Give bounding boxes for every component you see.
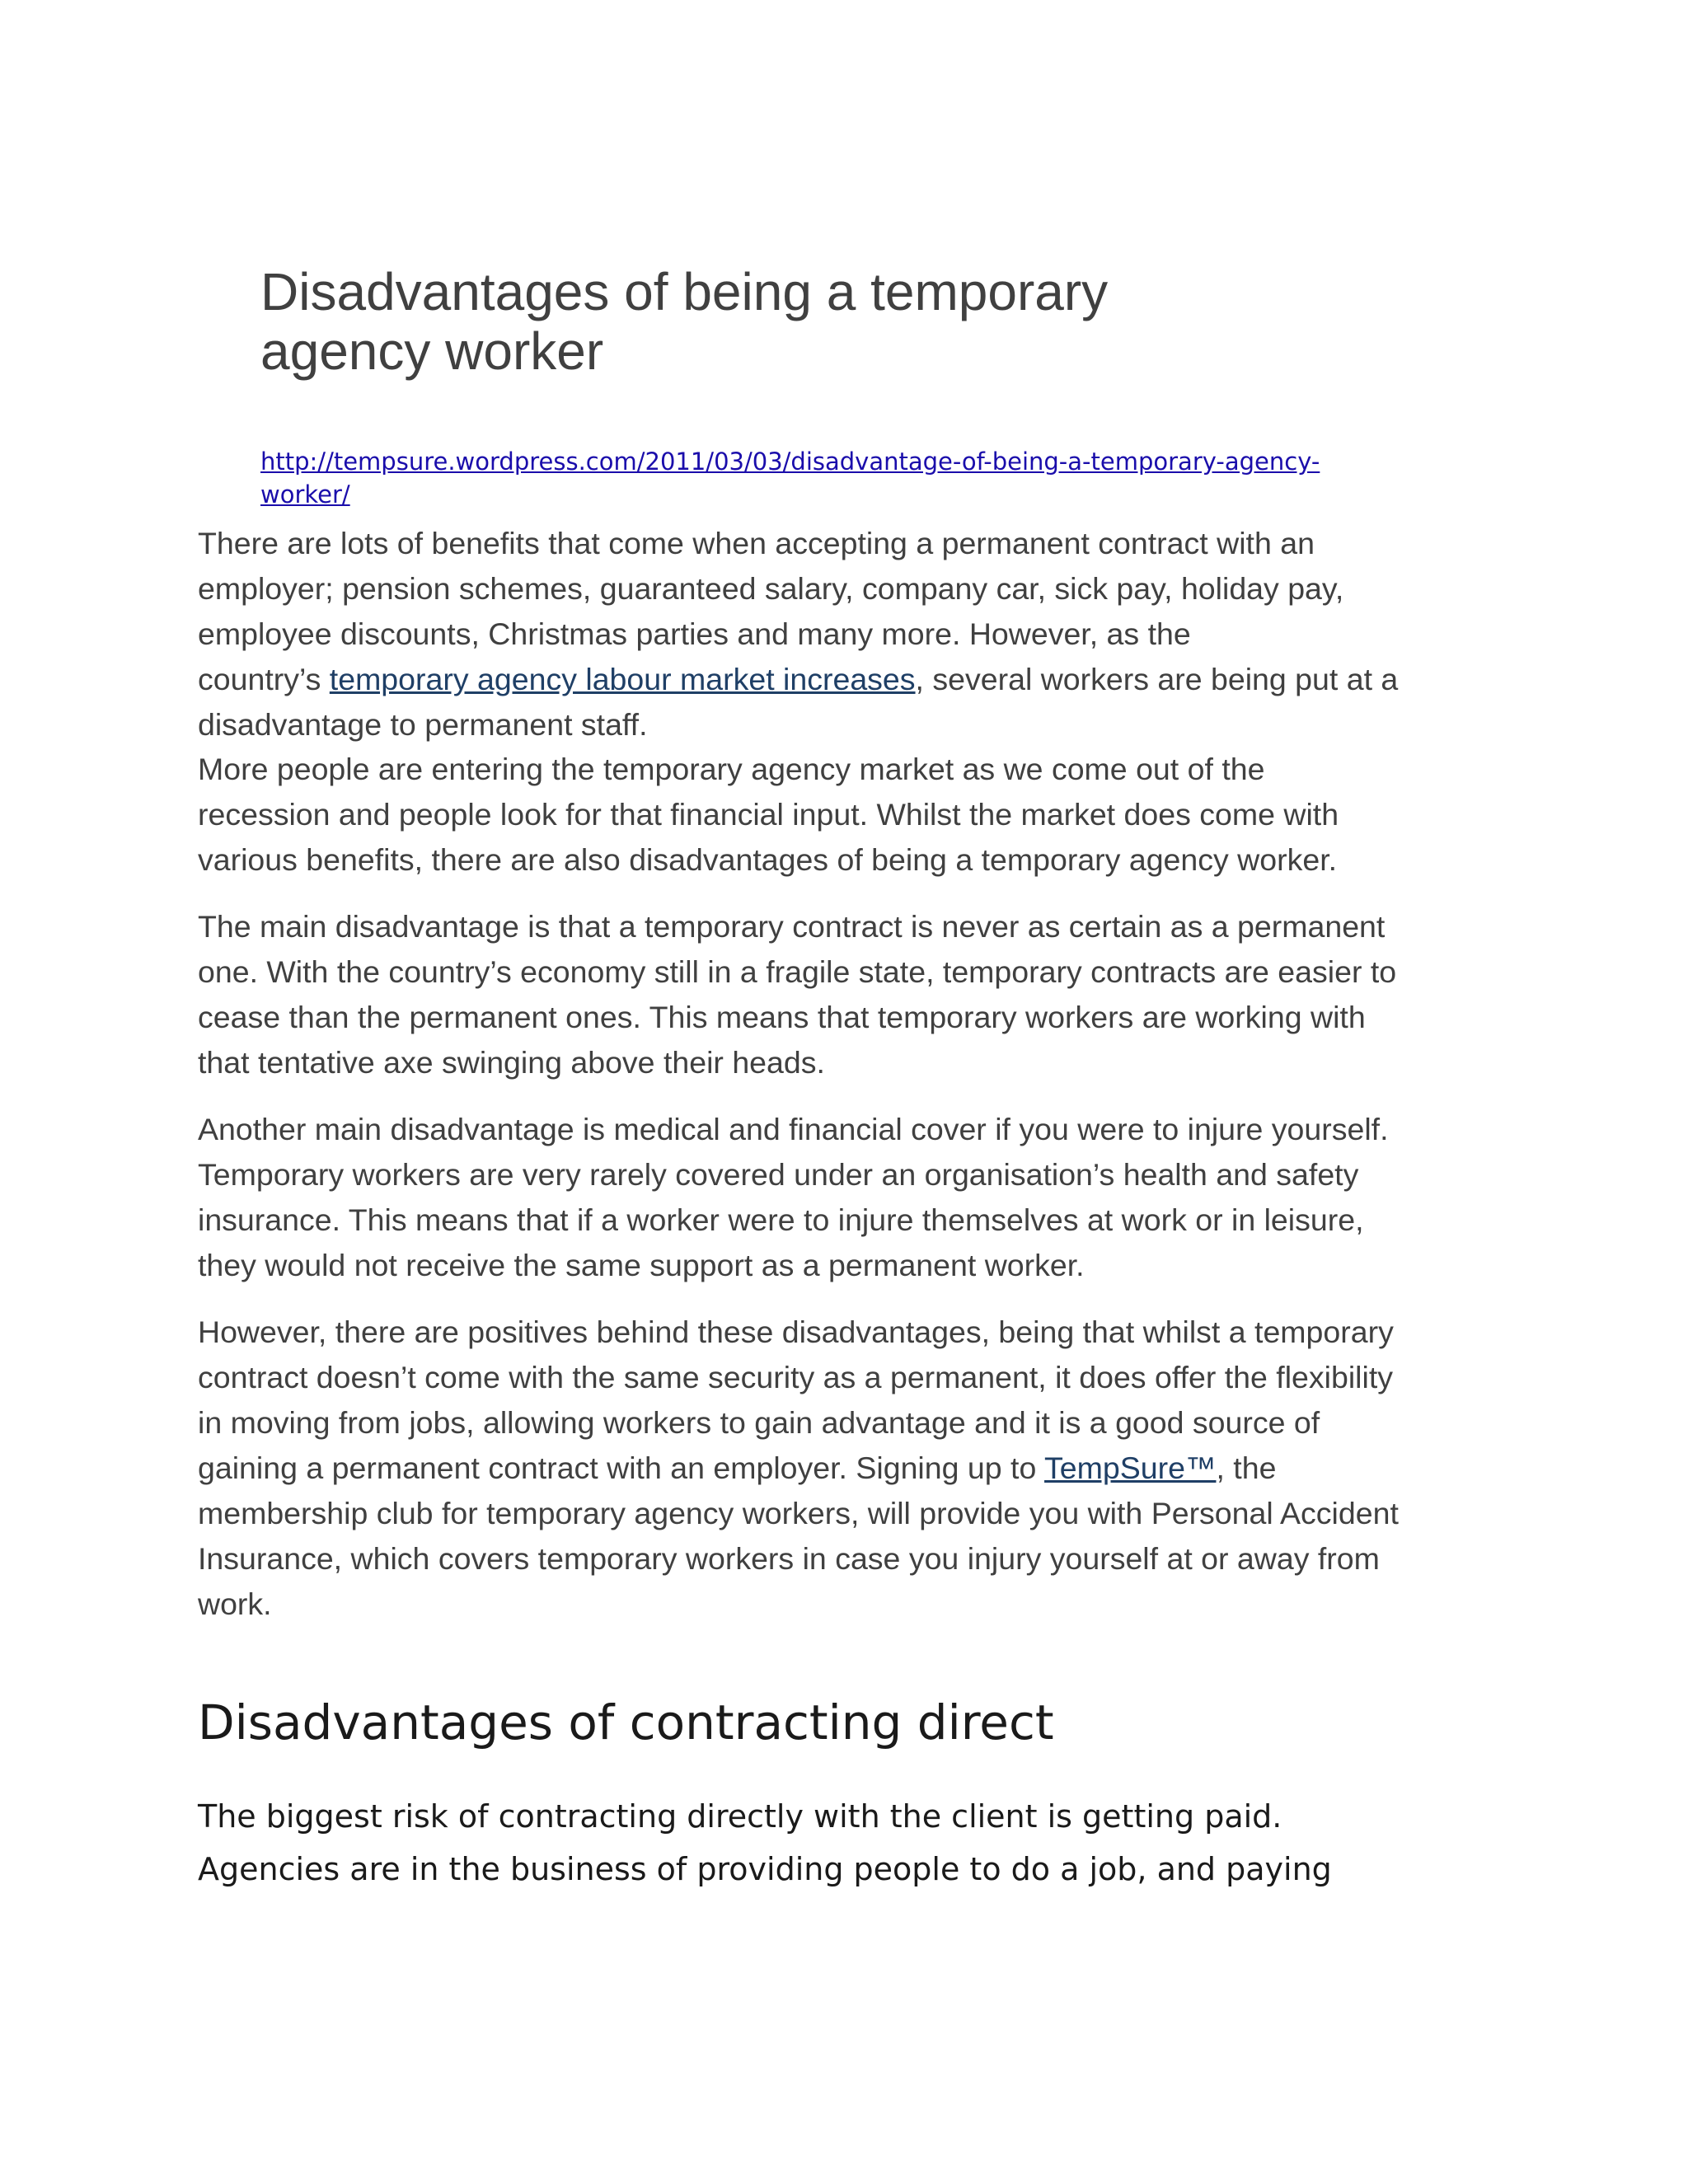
text-line: Agencies are in the business of providing people to do a job, and paying	[198, 1851, 1332, 1887]
text-line: disadvantage to permanent staff.	[198, 707, 648, 742]
text-line: employee discounts, Christmas parties and many more. However, as the	[198, 616, 1191, 651]
text-line: contract doesn’t come with the same security as a permanent, it does offer the flexibility	[198, 1360, 1394, 1394]
section-heading: Disadvantages of contracting direct	[198, 1694, 1054, 1750]
source-url-line: worker/	[260, 480, 350, 509]
text-line: More people are entering the temporary agency market as we come out of the	[198, 752, 1265, 786]
text-line: insurance. This means that if a worker were to injure themselves at work or in leisure,	[198, 1202, 1364, 1237]
text-line	[198, 1446, 1517, 1491]
tempsure-link[interactable]: TempSure™	[1044, 1451, 1217, 1485]
text-line: various benefits, there are also disadvantages of being a temporary agency worker.	[198, 842, 1338, 877]
text-line: work.	[198, 1586, 272, 1621]
source-url-line: http://tempsure.wordpress.com/2011/03/03/disadvantage-of-being-a-temporary-agency-	[260, 448, 1320, 476]
text-line: in moving from jobs, allowing workers to gain advantage and it is a good source of	[198, 1405, 1320, 1440]
text-line: There are lots of benefits that come when accepting a permanent contract with an	[198, 526, 1315, 560]
text-line: recession and people look for that financial input. Whilst the market does come with	[198, 797, 1339, 832]
labour-market-link[interactable]: temporary agency labour market increases	[329, 662, 916, 696]
text-line: The main disadvantage is that a temporary contract is never as certain as a permanent	[198, 909, 1386, 944]
text-line: However, there are positives behind these disadvantages, being that whilst a temporary	[198, 1315, 1394, 1349]
paragraph-main-disadvantage	[198, 904, 1517, 1085]
text-line: Another main disadvantage is medical and financial cover if you were to injure yourself.	[198, 1112, 1389, 1146]
text-line: The biggest risk of contracting directly with the client is getting paid.	[198, 1798, 1282, 1835]
text-line: that tentative axe swinging above their heads.	[198, 1045, 825, 1080]
paragraph-market	[198, 747, 1517, 883]
page-title-line: agency worker	[260, 321, 604, 381]
paragraph-medical-cover	[198, 1107, 1517, 1288]
text-line: they would not receive the same support as a permanent worker.	[198, 1248, 1085, 1282]
text-line: one. With the country’s economy still in a fragile state, temporary contracts are easier to	[198, 954, 1397, 989]
text-line: Temporary workers are very rarely covered under an organisation’s health and safety	[198, 1157, 1359, 1192]
text-fragment: country’s	[198, 662, 330, 696]
text-line: membership club for temporary agency workers, will provide you with Personal Accident	[198, 1496, 1399, 1530]
text-fragment: , several workers are being put at a	[915, 662, 1399, 696]
page-title-line: Disadvantages of being a temporary	[260, 262, 1109, 321]
text-line: employer; pension schemes, guaranteed salary, company car, sick pay, holiday pay,	[198, 571, 1344, 606]
page-title	[260, 262, 1250, 381]
text-fragment: , the	[1216, 1451, 1277, 1485]
source-url-link[interactable]	[260, 445, 1546, 511]
text-line: cease than the permanent ones. This means that temporary workers are working with	[198, 1000, 1366, 1034]
text-fragment: gaining a permanent contract with an employer. Signing up to	[198, 1451, 1045, 1485]
text-line	[198, 657, 1517, 702]
paragraph-benefits	[198, 521, 1517, 748]
paragraph-contracting-direct	[198, 1790, 1533, 1896]
text-line: Insurance, which covers temporary workers in case you injury yourself at or away from	[198, 1541, 1380, 1576]
paragraph-positives	[198, 1310, 1517, 1627]
